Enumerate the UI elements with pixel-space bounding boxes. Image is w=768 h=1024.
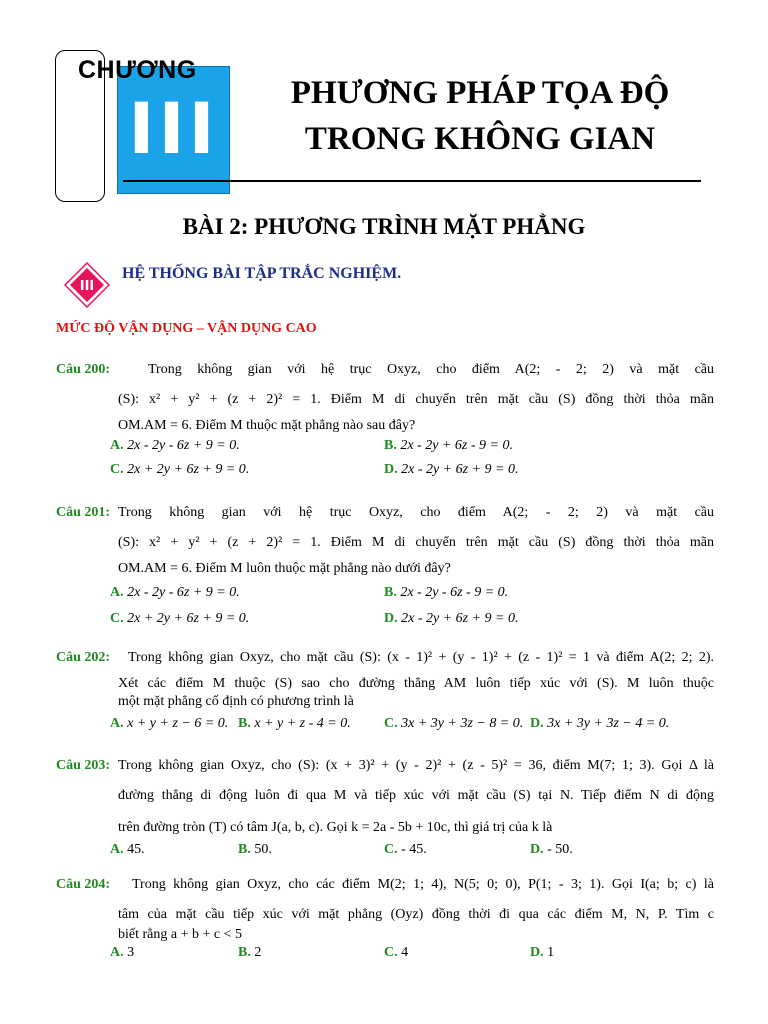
question-line: một mặt phẳng cố định có phương trình là: [118, 694, 354, 709]
question-label: Câu 201:: [56, 505, 111, 520]
question-label: Câu 202:: [56, 650, 111, 665]
option-letter: B.: [238, 842, 251, 857]
option-text: 2x - 2y - 6z + 9 = 0.: [127, 585, 240, 600]
option-text: 2x + 2y + 6z + 9 = 0.: [127, 611, 250, 626]
option-a[interactable]: [110, 716, 228, 732]
option-letter: A.: [110, 716, 124, 731]
option-letter: D.: [384, 611, 398, 626]
option-a[interactable]: [110, 585, 240, 601]
option-a[interactable]: [110, 438, 240, 454]
question-label: Câu 203:: [56, 758, 111, 773]
chapter-word: CHƯƠNG: [78, 56, 197, 84]
option-d[interactable]: [384, 611, 519, 627]
option-text: 2x - 2y + 6z - 9 = 0.: [400, 438, 513, 453]
lesson-title: BÀI 2: PHƯƠNG TRÌNH MẶT PHẲNG: [182, 214, 586, 239]
option-c[interactable]: [110, 462, 249, 478]
option-a[interactable]: [110, 842, 145, 858]
option-text: - 45.: [401, 842, 427, 857]
option-letter: C.: [110, 462, 124, 477]
chapter-title-line-2: TRONG KHÔNG GIAN: [304, 121, 656, 157]
option-d[interactable]: [530, 945, 554, 961]
option-text: 3x + 3y + 3z − 8 = 0.: [401, 716, 524, 731]
question-line: Trong không gian với hệ trục Oxyz, cho điểm A(2; - 2; 2) và mặt cầu: [148, 362, 714, 377]
option-letter: A.: [110, 438, 124, 453]
question-line: biết rằng a + b + c < 5: [118, 927, 242, 942]
option-letter: D.: [530, 945, 544, 960]
option-text: 1: [547, 945, 555, 960]
question-201: [56, 505, 714, 626]
question-line: đường thẳng di động luôn đi qua M và tiếp xúc với mặt cầu (S) tại N. Tiếp điểm N di động: [118, 788, 714, 803]
option-letter: B.: [384, 585, 397, 600]
section-diamond-icon: [64, 262, 110, 308]
question-line: Trong không gian Oxyz, cho (S): (x + 3)² + (y - 2)² + (z - 5)² = 36, điểm M(7; 1; 3). Gọi Δ là: [118, 758, 714, 773]
question-line: Trong không gian Oxyz, cho mặt cầu (S): (x - 1)² + (y - 1)² + (z - 1)² = 1 và điểm A(2; 2; 2).: [128, 650, 714, 665]
option-d[interactable]: [530, 842, 573, 858]
chapter-title: [240, 70, 720, 162]
question-label: Câu 200:: [56, 362, 111, 377]
option-b[interactable]: [238, 945, 261, 961]
level-heading: MỨC ĐỘ VẬN DỤNG – VẬN DỤNG CAO: [56, 321, 317, 336]
option-b[interactable]: [238, 716, 351, 732]
question-line: Trong không gian Oxyz, cho các điểm M(2; 1; 4), N(5; 0; 0), P(1; - 3; 1). Gọi I(a; b; c) là: [132, 877, 714, 892]
section-badge-text: III: [79, 279, 95, 294]
question-line: Xét các điểm M thuộc (S) sao cho đường thẳng AM luôn tiếp xúc với (S). M luôn thuộc: [118, 676, 714, 691]
option-text: x + y + z − 6 = 0.: [127, 716, 229, 731]
option-letter: B.: [384, 438, 397, 453]
option-text: 2x + 2y + 6z + 9 = 0.: [127, 462, 250, 477]
option-c[interactable]: [110, 611, 249, 627]
option-text: 2: [254, 945, 262, 960]
option-c[interactable]: [384, 716, 523, 732]
option-text: 2x - 2y - 6z + 9 = 0.: [127, 438, 240, 453]
question-line: tâm của mặt cầu tiếp xúc với mặt phẳng (Oyz) đồng thời đi qua các điểm M, N, P. Tìm c: [118, 907, 714, 922]
option-letter: B.: [238, 716, 251, 731]
option-d[interactable]: [530, 716, 669, 732]
question-line: (S): x² + y² + (z + 2)² = 1. Điểm M di chuyển trên mặt cầu (S) đồng thời thỏa mãn: [118, 535, 714, 550]
question-label: Câu 204:: [56, 877, 111, 892]
option-b[interactable]: [238, 842, 272, 858]
question-203: [56, 758, 714, 858]
question-line: trên đường tròn (T) có tâm J(a, b, c). Gọi k = 2a - 5b + 10c, thì giá trị của k là: [118, 820, 553, 835]
chapter-title-line-1: PHƯƠNG PHÁP TỌA ĐỘ: [290, 75, 670, 111]
section-heading: HỆ THỐNG BÀI TẬP TRẮC NGHIỆM.: [122, 265, 402, 282]
option-text: - 50.: [547, 842, 573, 857]
option-text: 2x - 2y + 6z + 9 = 0.: [401, 462, 519, 477]
chapter-number: III: [128, 88, 219, 170]
option-letter: A.: [110, 945, 124, 960]
question-line: OM.AM = 6. Điểm M thuộc mặt phẳng nào sau đây?: [118, 418, 416, 433]
option-letter: D.: [384, 462, 398, 477]
option-c[interactable]: [384, 842, 427, 858]
option-text: x + y + z - 4 = 0.: [254, 716, 351, 731]
option-b[interactable]: [384, 438, 513, 454]
question-line: Trong không gian với hệ trục Oxyz, cho điểm A(2; - 2; 2) và mặt cầu: [118, 505, 714, 520]
option-d[interactable]: [384, 462, 519, 478]
option-text: 50.: [254, 842, 272, 857]
question-line: (S): x² + y² + (z + 2)² = 1. Điểm M di chuyển trên mặt cầu (S) đồng thời thỏa mãn: [118, 392, 714, 407]
option-letter: C.: [384, 945, 398, 960]
option-text: 45.: [127, 842, 145, 857]
option-text: 3x + 3y + 3z − 4 = 0.: [547, 716, 670, 731]
option-letter: D.: [530, 716, 544, 731]
option-text: 4: [401, 945, 409, 960]
question-line: OM.AM = 6. Điểm M luôn thuộc mặt phẳng nào dưới đây?: [118, 561, 451, 576]
option-letter: C.: [384, 716, 398, 731]
title-divider: [123, 180, 701, 182]
option-text: 3: [127, 945, 135, 960]
option-letter: C.: [110, 611, 124, 626]
option-c[interactable]: [384, 945, 408, 961]
option-letter: D.: [530, 842, 544, 857]
option-text: 2x - 2y + 6z + 9 = 0.: [401, 611, 519, 626]
option-letter: A.: [110, 585, 124, 600]
option-letter: C.: [384, 842, 398, 857]
option-a[interactable]: [110, 945, 134, 961]
option-letter: B.: [238, 945, 251, 960]
question-204: [56, 877, 714, 967]
option-text: 2x - 2y - 6z - 9 = 0.: [400, 585, 509, 600]
question-200: [56, 362, 714, 477]
question-202: [56, 650, 714, 740]
option-letter: A.: [110, 842, 124, 857]
option-b[interactable]: [384, 585, 508, 601]
